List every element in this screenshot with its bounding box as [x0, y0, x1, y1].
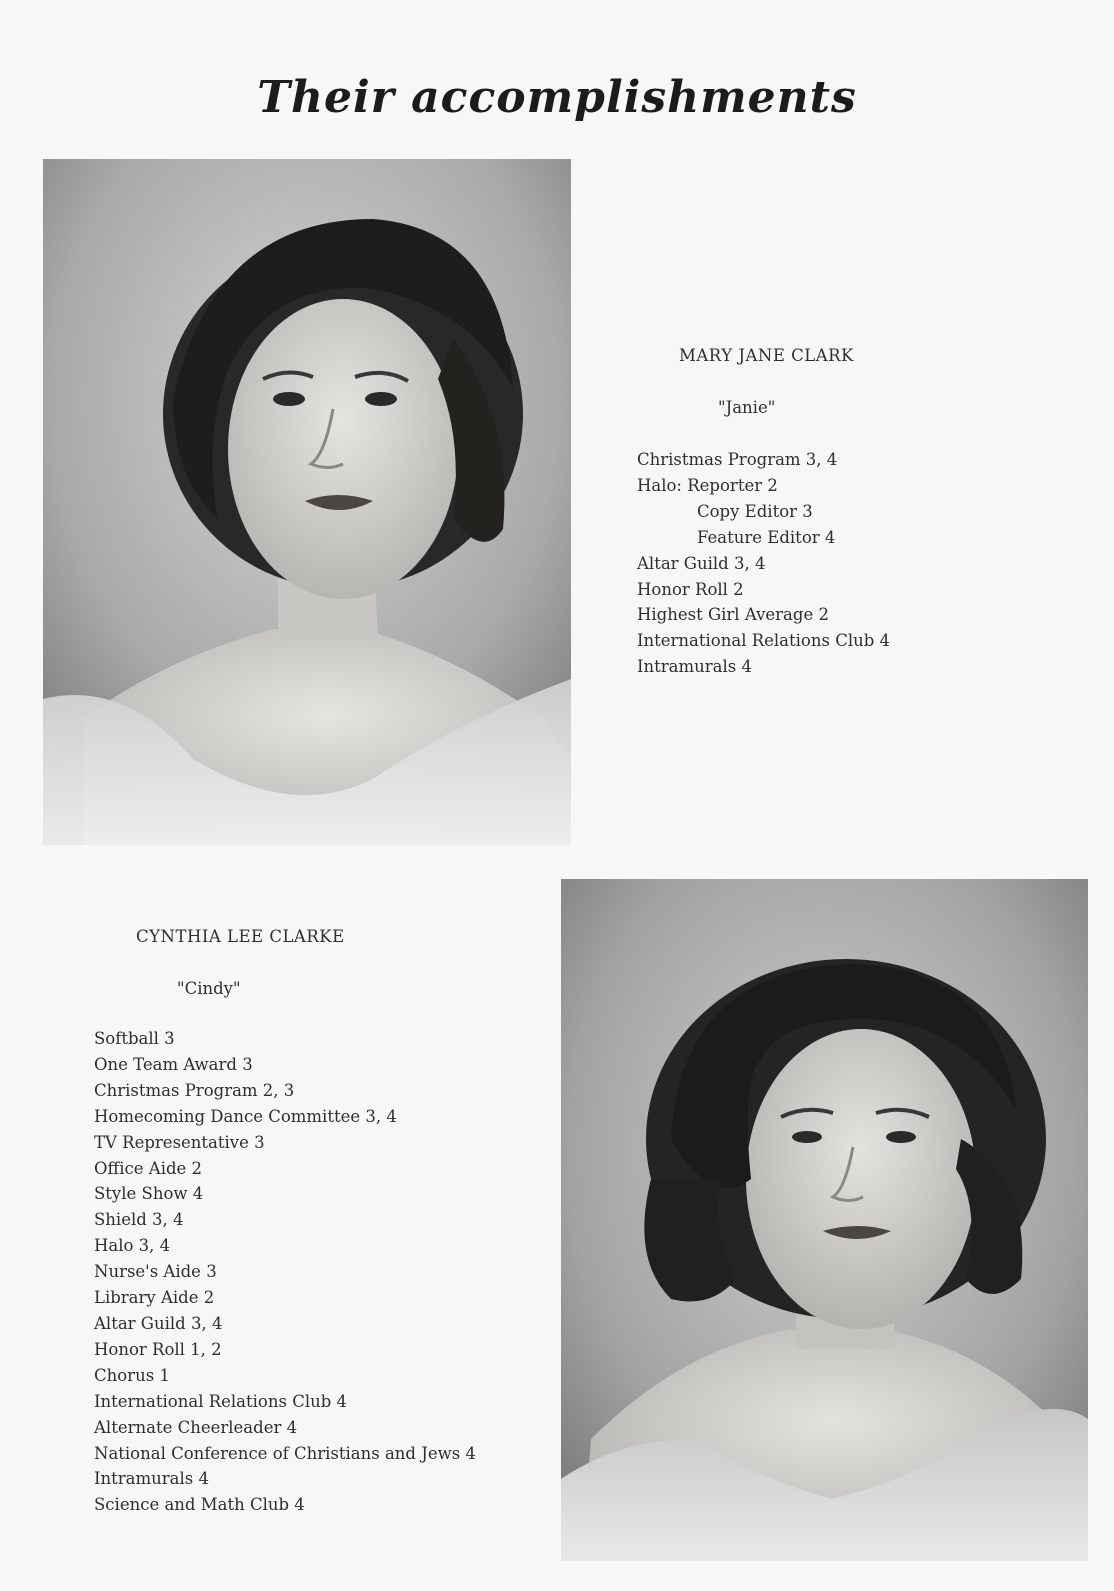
list-item: Science and Math Club 4 — [94, 1495, 305, 1515]
list-item: National Conference of Christians and Jews 4 — [94, 1443, 476, 1463]
list-item: Homecoming Dance Committee 3, 4 — [94, 1106, 397, 1126]
list-item: Intramurals 4 — [637, 657, 752, 677]
list-item: Style Show 4 — [94, 1184, 204, 1204]
list-item: Christmas Program 2, 3 — [94, 1080, 295, 1100]
list-item: Nurse's Aide 3 — [94, 1262, 217, 1282]
list-item: Library Aide 2 — [94, 1288, 215, 1308]
list-item: Altar Guild 3, 4 — [637, 553, 766, 573]
list-item: TV Representative 3 — [94, 1132, 265, 1152]
portrait-photo-cynthia-lee-clarke — [561, 879, 1088, 1561]
list-item: Shield 3, 4 — [94, 1210, 184, 1230]
list-item: International Relations Club 4 — [637, 631, 891, 651]
list-item: Halo 3, 4 — [94, 1236, 171, 1256]
list-item: Highest Girl Average 2 — [637, 605, 829, 625]
page-title: Their accomplishments — [257, 72, 857, 123]
list-item: Altar Guild 3, 4 — [94, 1313, 223, 1333]
accomplishments-list — [94, 1026, 476, 1518]
list-item: Softball 3 — [94, 1029, 175, 1048]
student-nickname: "Cindy" — [177, 979, 241, 998]
list-item: Halo: Reporter 2 — [637, 475, 778, 495]
portrait-photo-mary-jane-clark — [43, 159, 571, 845]
list-item: Intramurals 4 — [94, 1469, 209, 1489]
student-name: MARY JANE CLARK — [679, 346, 854, 365]
list-item: One Team Award 3 — [94, 1054, 253, 1074]
accomplishments-list — [637, 447, 890, 680]
list-item: Office Aide 2 — [94, 1158, 203, 1178]
list-item: Honor Roll 2 — [637, 579, 744, 599]
list-item: International Relations Club 4 — [94, 1391, 348, 1411]
list-item: Copy Editor 3 — [697, 501, 813, 521]
list-item: Honor Roll 1, 2 — [94, 1339, 222, 1359]
list-item: Feature Editor 4 — [697, 527, 836, 547]
list-item: Christmas Program 3, 4 — [637, 450, 838, 469]
list-item: Alternate Cheerleader 4 — [94, 1417, 298, 1437]
list-item: Chorus 1 — [94, 1365, 170, 1385]
student-name: CYNTHIA LEE CLARKE — [136, 927, 345, 946]
student-nickname: "Janie" — [718, 398, 776, 417]
